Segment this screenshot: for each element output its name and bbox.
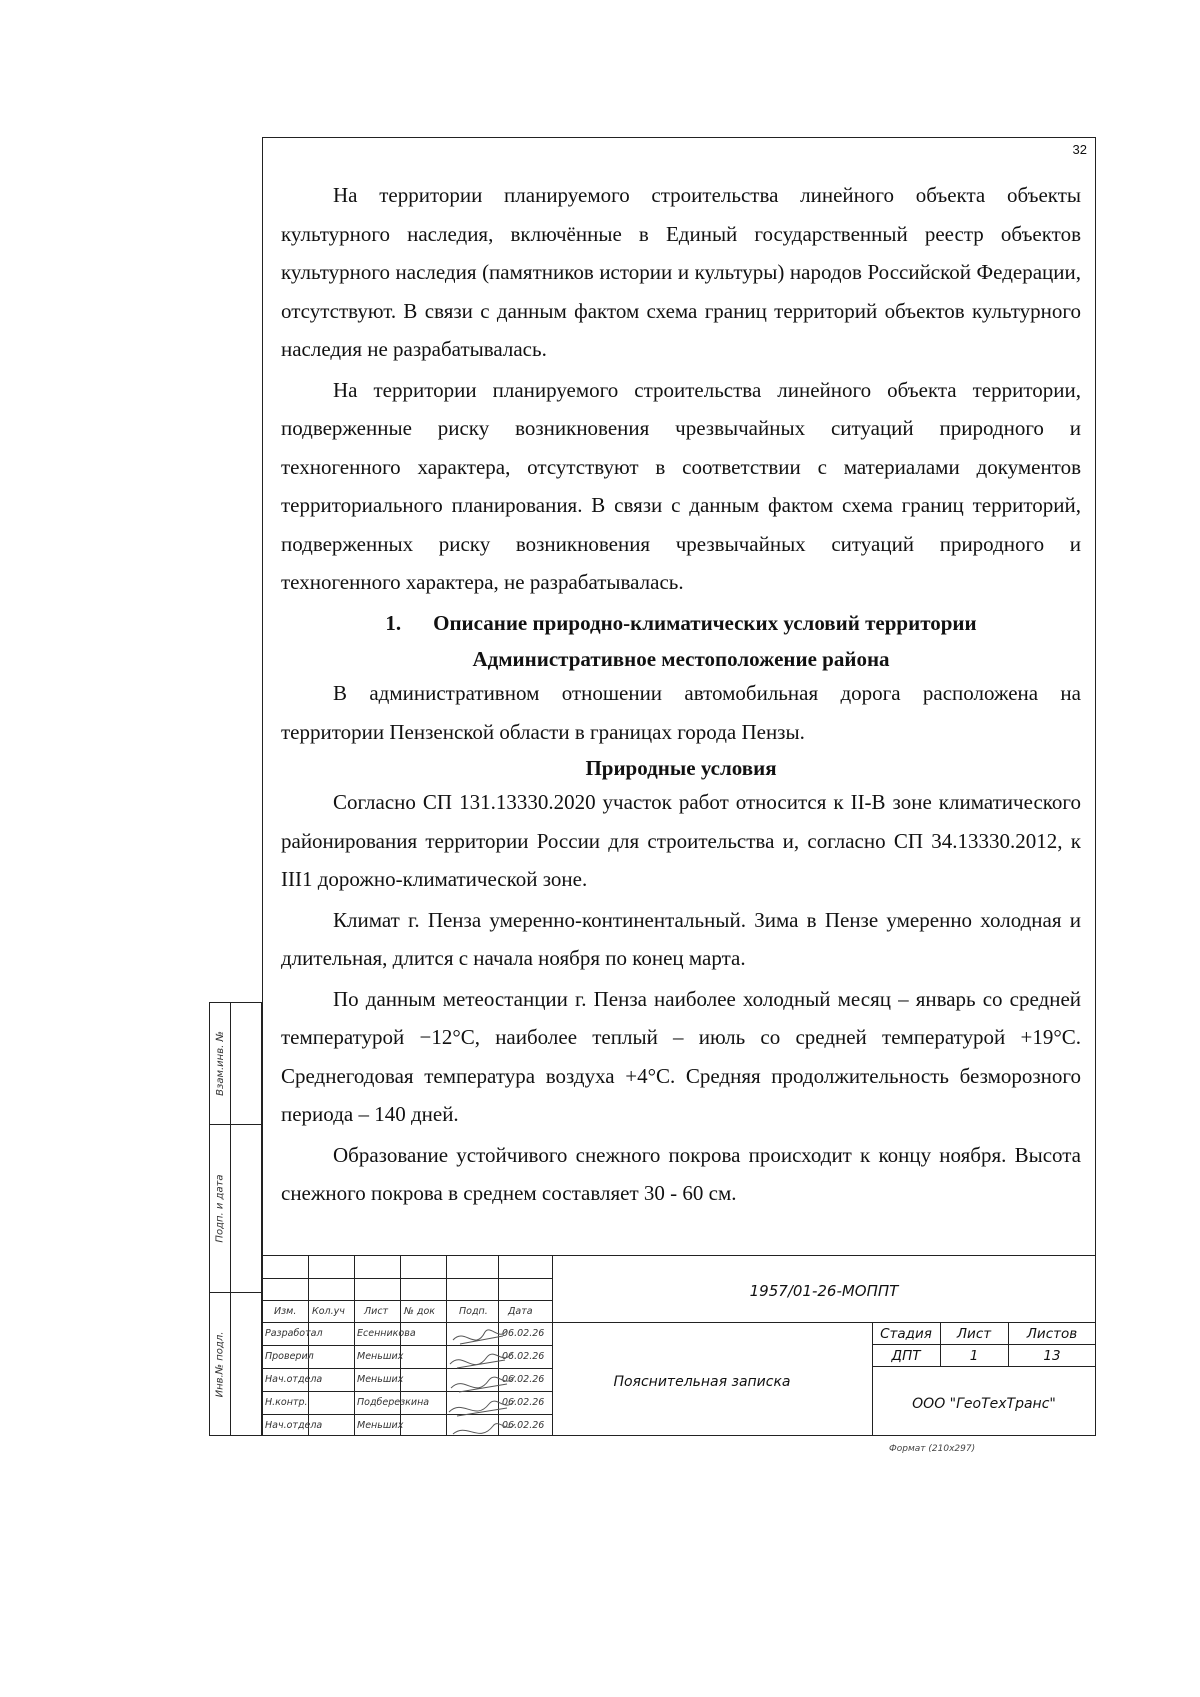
paragraph-emergency-risk: На территории планируемого строительства линейного объекта территории, подверженные риску возникновения чрезвычайных ситуаций природного и техногенного характера, отсутствуют в соответствии с материалами документов территориального планирования. В связи с данным фактом схема границ территорий, подверженных риску возникновения чрезвычайных ситуаций природного и техногенного характера, не разрабатывалась. [281,377,1081,594]
row-name: Меньших [357,1420,404,1431]
row-name: Подберезкина [357,1397,430,1408]
stage-value: ДПТ [891,1348,921,1364]
subsection-heading-location: Административное местоположение района [472,647,890,671]
row-date: 06.02.26 [502,1397,545,1408]
paragraph-location: В административном отношении автомобильная дорога расположена на территории Пензенской области в границах города Пензы. [281,681,1081,744]
row-date: 06.02.26 [502,1351,545,1362]
signatures-image [445,1322,520,1450]
document-body [281,176,1081,1213]
strip-podp-data-label: Подп. и дата [214,1174,226,1243]
paragraph-cultural-heritage: На территории планируемого строительства линейного объекта объекты культурного наследия, включённые в Единый государственный реестр объектов культурного наследия (памятников истории и культуры) народов Российской Федерации, отсутствуют. В связи с данным фактом схема границ территорий объектов культурного наследия не разрабатывалась. [281,183,1081,361]
header-izm: Изм. [274,1306,297,1317]
header-data: Дата [508,1306,533,1317]
title-block [262,1255,1096,1436]
row-date: 06.02.26 [502,1374,545,1385]
paragraph-temperature: По данным метеостанции г. Пенза наиболее холодный месяц – январь со средней температурой −12°С, наиболее теплый – июль со средней температурой +19°С. Среднегодовая температура воздуха +4°С. Средняя продолжительность безморозного периода – 140 дней. [281,986,1081,1126]
strip-inv-zam-label: Взам.инв. № [214,1031,226,1096]
row-role: Разработал [265,1328,323,1339]
strip-inv-podl-label: Инв.№ подл. [214,1331,226,1397]
document-name: Пояснительная записка [613,1374,791,1390]
paragraph-climate-zone: Согласно СП 131.13330.2020 участок работ относится к II-В зоне климатического районирования территории России для строительства и, согласно СП 34.13330.2012, к III1 дорожно-климатической зоне. [281,790,1081,891]
sheet-value: 1 [969,1348,979,1364]
page-frame [262,137,1096,1436]
strip-podp-data [209,1125,262,1293]
header-doc: № док [404,1306,436,1317]
row-role: Нач.отдела [265,1374,323,1385]
sheets-value: 13 [1043,1348,1061,1364]
section-heading [281,604,1081,643]
stage-label: Стадия [880,1326,932,1342]
sheets-label: Листов [1026,1326,1078,1342]
row-name: Есенникова [357,1328,416,1339]
section-title: Описание природно-климатических условий территории [433,610,977,635]
row-date: 06.02.26 [502,1328,545,1339]
header-kol: Кол.уч [312,1306,345,1317]
organization-name: ООО "ГеоТехТранс" [912,1396,1056,1412]
header-list: Лист [364,1306,389,1317]
sheet-label: Лист [956,1326,992,1342]
paragraph-climate: Климат г. Пенза умеренно-континентальный. Зима в Пензе умеренно холодная и длительная, длится с начала ноября по конец марта. [281,907,1081,970]
row-role: Нач.отдела [265,1420,323,1431]
paragraph-snow: Образование устойчивого снежного покрова происходит к концу ноября. Высота снежного покрова в среднем составляет 30 - 60 см. [281,1142,1081,1205]
subsection-heading-nature: Природные условия [585,756,777,780]
strip-inv-podl [209,1293,262,1436]
section-number: 1. [385,610,402,635]
header-podp: Подп. [459,1306,488,1317]
row-role: Н.контр. [265,1397,308,1408]
row-role: Проверил [265,1351,314,1362]
row-name: Меньших [357,1351,404,1362]
page-number: 32 [1072,142,1087,157]
strip-inv-zam [209,1002,262,1125]
format-note: Формат (210х297) [889,1444,976,1454]
row-date: 06.02.26 [502,1420,545,1431]
row-name: Меньших [357,1374,404,1385]
document-code: 1957/01-26-МОППТ [749,1282,899,1300]
